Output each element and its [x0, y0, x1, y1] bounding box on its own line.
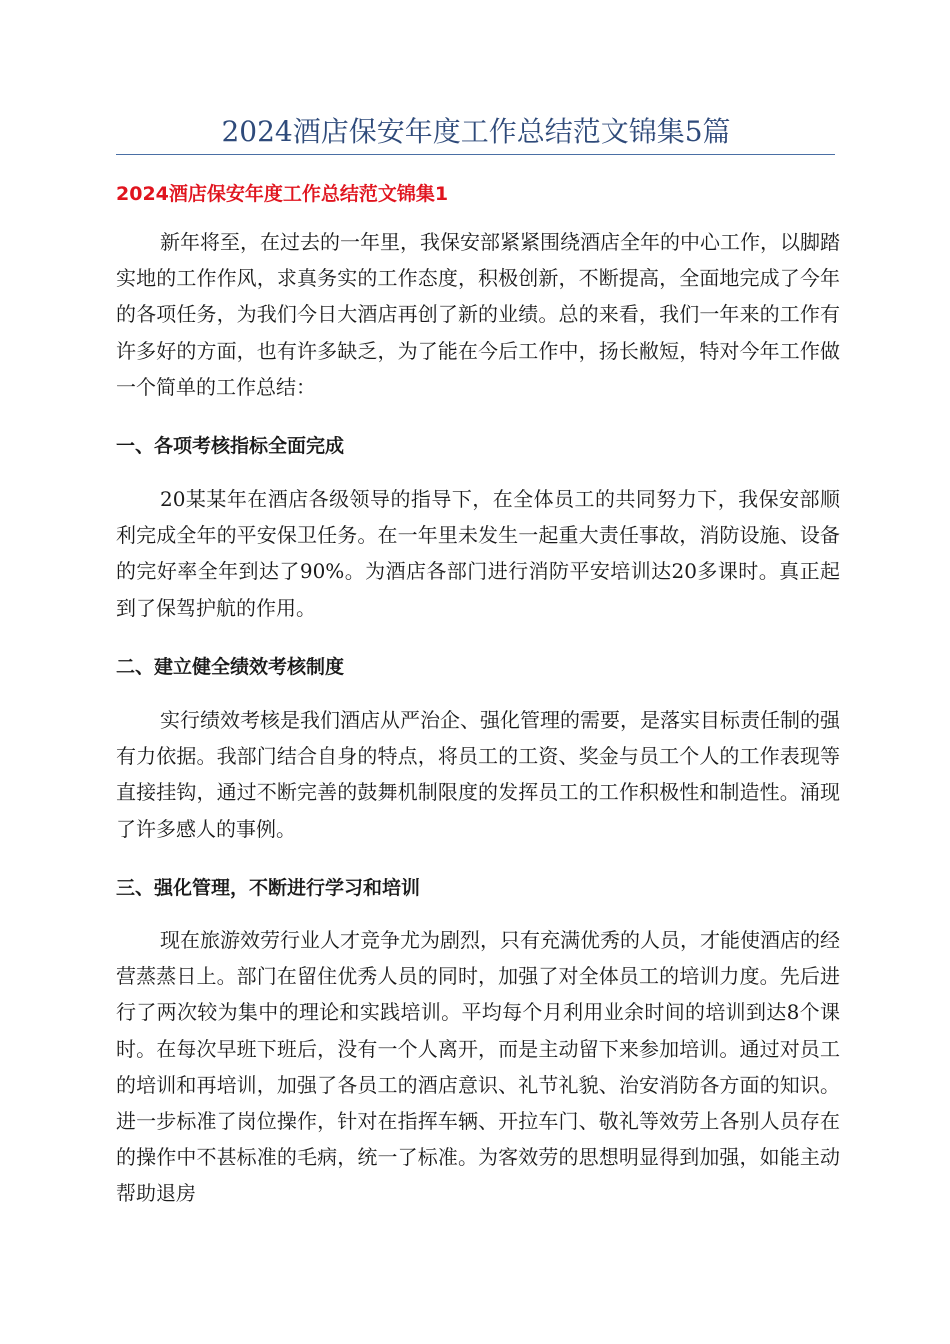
- section-paragraph: 20某某年在酒店各级领导的指导下，在全体员工的共同努力下，我保安部顺利完成全年的平安保卫任务。在一年里未发生一起重大责任事故，消防设施、设备的完好率全年到达了90%。为酒店各部门进行消防平安培训达20多课时。真正起到了保驾护航的作用。: [116, 487, 840, 620]
- section-heading: 二、建立健全绩效考核制度: [116, 656, 345, 678]
- section-paragraph: 实行绩效考核是我们酒店从严治企、强化管理的需要，是落实目标责任制的强有力依据。我部门结合自身的特点，将员工的工资、奖金与员工个人的工作表现等直接挂钩，通过不断完善的鼓舞机制限度的发挥员工的工作积极性和制造性。涌现了许多感人的事例。: [116, 708, 840, 841]
- title-underline: [116, 154, 835, 155]
- section-paragraph: 现在旅游效劳行业人才竞争尤为剧烈，只有充满优秀的人员，才能使酒店的经营蒸蒸日上。部门在留住优秀人员的同时，加强了对全体员工的培训力度。先后进行了两次较为集中的理论和实践培训。平均每个月利用业余时间的培训到达8个课时。在每次早班下班后，没有一个人离开，而是主动留下来参加培训。通过对员工的培训和再培训，加强了各员工的酒店意识、礼节礼貌、治安消防各方面的知识。进一步标准了岗位操作，针对在指挥车辆、开拉车门、敬礼等效劳上各别人员存在的操作中不甚标准的毛病，统一了标准。为客效劳的思想明显得到加强，如能主动帮助退房: [116, 928, 840, 1206]
- intro-paragraph: 新年将至，在过去的一年里，我保安部紧紧围绕酒店全年的中心工作，以脚踏实地的工作作风，求真务实的工作态度，积极创新，不断提高，全面地完成了今年的各项任务，为我们今日大酒店再创了新的业绩。总的来看，我们一年来的工作有许多好的方面，也有许多缺乏，为了能在今后工作中，扬长敝短，特对今年工作做一个简单的工作总结：: [116, 230, 840, 399]
- section-heading: 三、强化管理，不断进行学习和培训: [116, 877, 421, 899]
- section-subtitle: 2024酒店保安年度工作总结范文锦集1: [116, 183, 449, 205]
- document-title: 2024酒店保安年度工作总结范文锦集5篇: [221, 115, 731, 148]
- section-heading: 一、各项考核指标全面完成: [116, 435, 345, 457]
